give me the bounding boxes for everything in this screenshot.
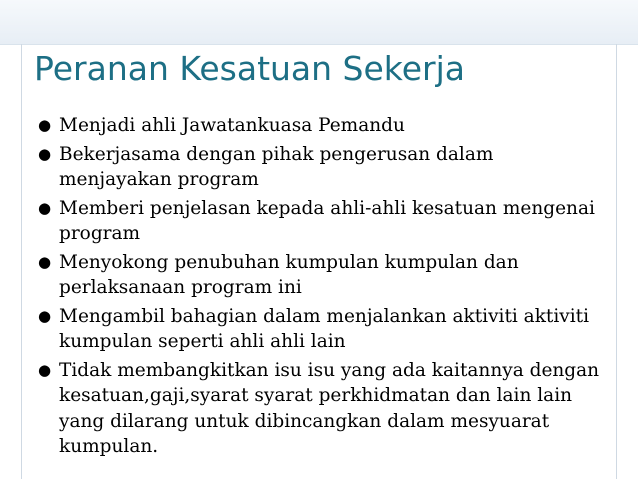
slide-title: Peranan Kesatuan Sekerja (34, 49, 465, 88)
bullet-text: Menjadi ahli Jawatankuasa Pemandu (59, 115, 405, 136)
right-divider (616, 44, 617, 479)
bullet-icon: ● (38, 306, 52, 325)
bullet-item (38, 250, 608, 301)
bullet-icon: ● (38, 144, 52, 163)
left-divider (21, 44, 22, 479)
header-band (0, 0, 638, 45)
bullet-item (38, 304, 608, 355)
bullet-icon: ● (38, 198, 52, 217)
bullet-icon: ● (38, 252, 52, 271)
bullet-item (38, 142, 608, 193)
bullet-item (38, 196, 608, 247)
bullet-item (38, 358, 608, 460)
bullet-text: Bekerjasama dengan pihak pengerusan dalam menjayakan program (59, 143, 494, 190)
bullet-text: Tidak membangkitkan isu isu yang ada kaitannya dengan kesatuan,gaji,syarat syarat perkhidmatan dan lain lain yang dilarang untuk dibincangkan dalam mesyuarat kumpulan. (59, 359, 600, 457)
bullet-list (38, 113, 608, 463)
bullet-icon: ● (38, 360, 52, 379)
bullet-text: Memberi penjelasan kepada ahli-ahli kesatuan mengenai program (59, 197, 595, 244)
bullet-text: Menyokong penubuhan kumpulan kumpulan dan perlaksanaan program ini (59, 251, 519, 298)
bullet-icon: ● (38, 116, 52, 134)
bullet-text: Mengambil bahagian dalam menjalankan aktiviti aktiviti kumpulan seperti ahli ahli lain (59, 305, 589, 352)
bullet-item (38, 113, 608, 139)
